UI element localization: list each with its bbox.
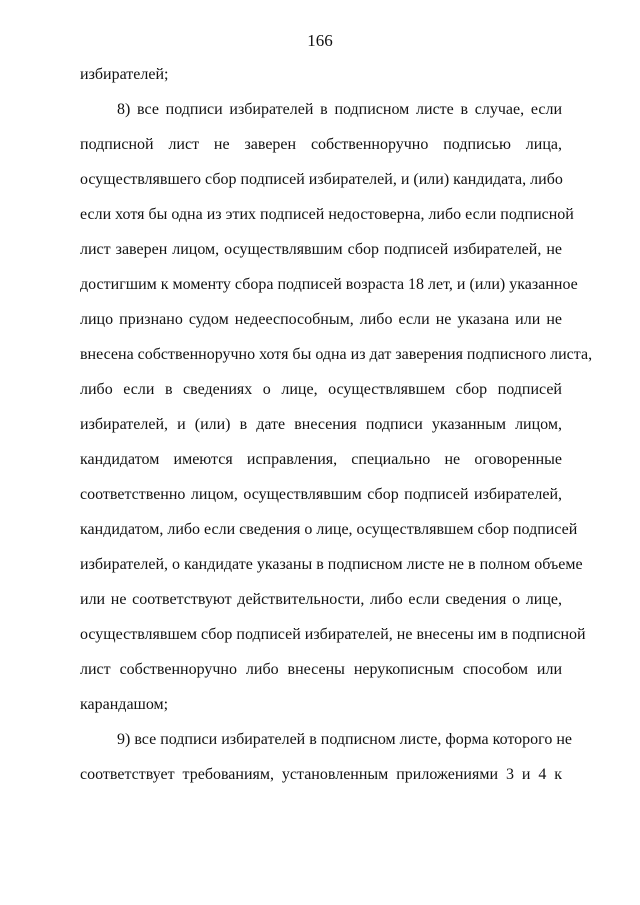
text-line: лист собственноручно либо внесены нерукописным способом или xyxy=(80,661,562,678)
text-line: лицо признано судом недееспособным, либо если не указана или не xyxy=(80,311,562,328)
text-line: избирателей, и (или) в дате внесения подписи указанным лицом, xyxy=(80,416,562,433)
text-line: кандидатом имеются исправления, специально не оговоренные xyxy=(80,451,562,468)
text-line: избирателей; xyxy=(80,66,169,83)
text-line: кандидатом, либо если сведения о лице, осуществлявшем сбор подписей xyxy=(80,521,578,538)
page-number: 166 xyxy=(307,31,333,50)
text-line: осуществлявшем сбор подписей избирателей, не внесены им в подписной xyxy=(80,626,586,643)
text-line: соответствует требованиям, установленным приложениями 3 и 4 к xyxy=(80,766,562,783)
text-line: подписной лист не заверен собственноручно подписью лица, xyxy=(80,136,562,153)
text-line: 9) все подписи избирателей в подписном листе, форма которого не xyxy=(117,731,572,748)
text-line: осуществлявшего сбор подписей избирателей, и (или) кандидата, либо xyxy=(80,171,563,188)
text-line: карандашом; xyxy=(80,696,169,713)
text-line: соответственно лицом, осуществлявшим сбор подписей избирателей, xyxy=(80,486,562,503)
text-line: лист заверен лицом, осуществлявшим сбор подписей избирателей, не xyxy=(80,241,562,258)
text-line: избирателей, о кандидате указаны в подписном листе не в полном объеме xyxy=(80,556,583,573)
text-line: если хотя бы одна из этих подписей недостоверна, либо если подписной xyxy=(80,206,574,223)
text-line: 8) все подписи избирателей в подписном листе в случае, если xyxy=(117,101,562,118)
text-line: либо если в сведениях о лице, осуществлявшем сбор подписей xyxy=(80,381,562,398)
text-line: или не соответствуют действительности, либо если сведения о лице, xyxy=(80,591,562,608)
text-line: достигшим к моменту сбора подписей возраста 18 лет, и (или) указанное xyxy=(80,276,578,293)
text-line: внесена собственноручно хотя бы одна из дат заверения подписного листа, xyxy=(80,346,593,363)
